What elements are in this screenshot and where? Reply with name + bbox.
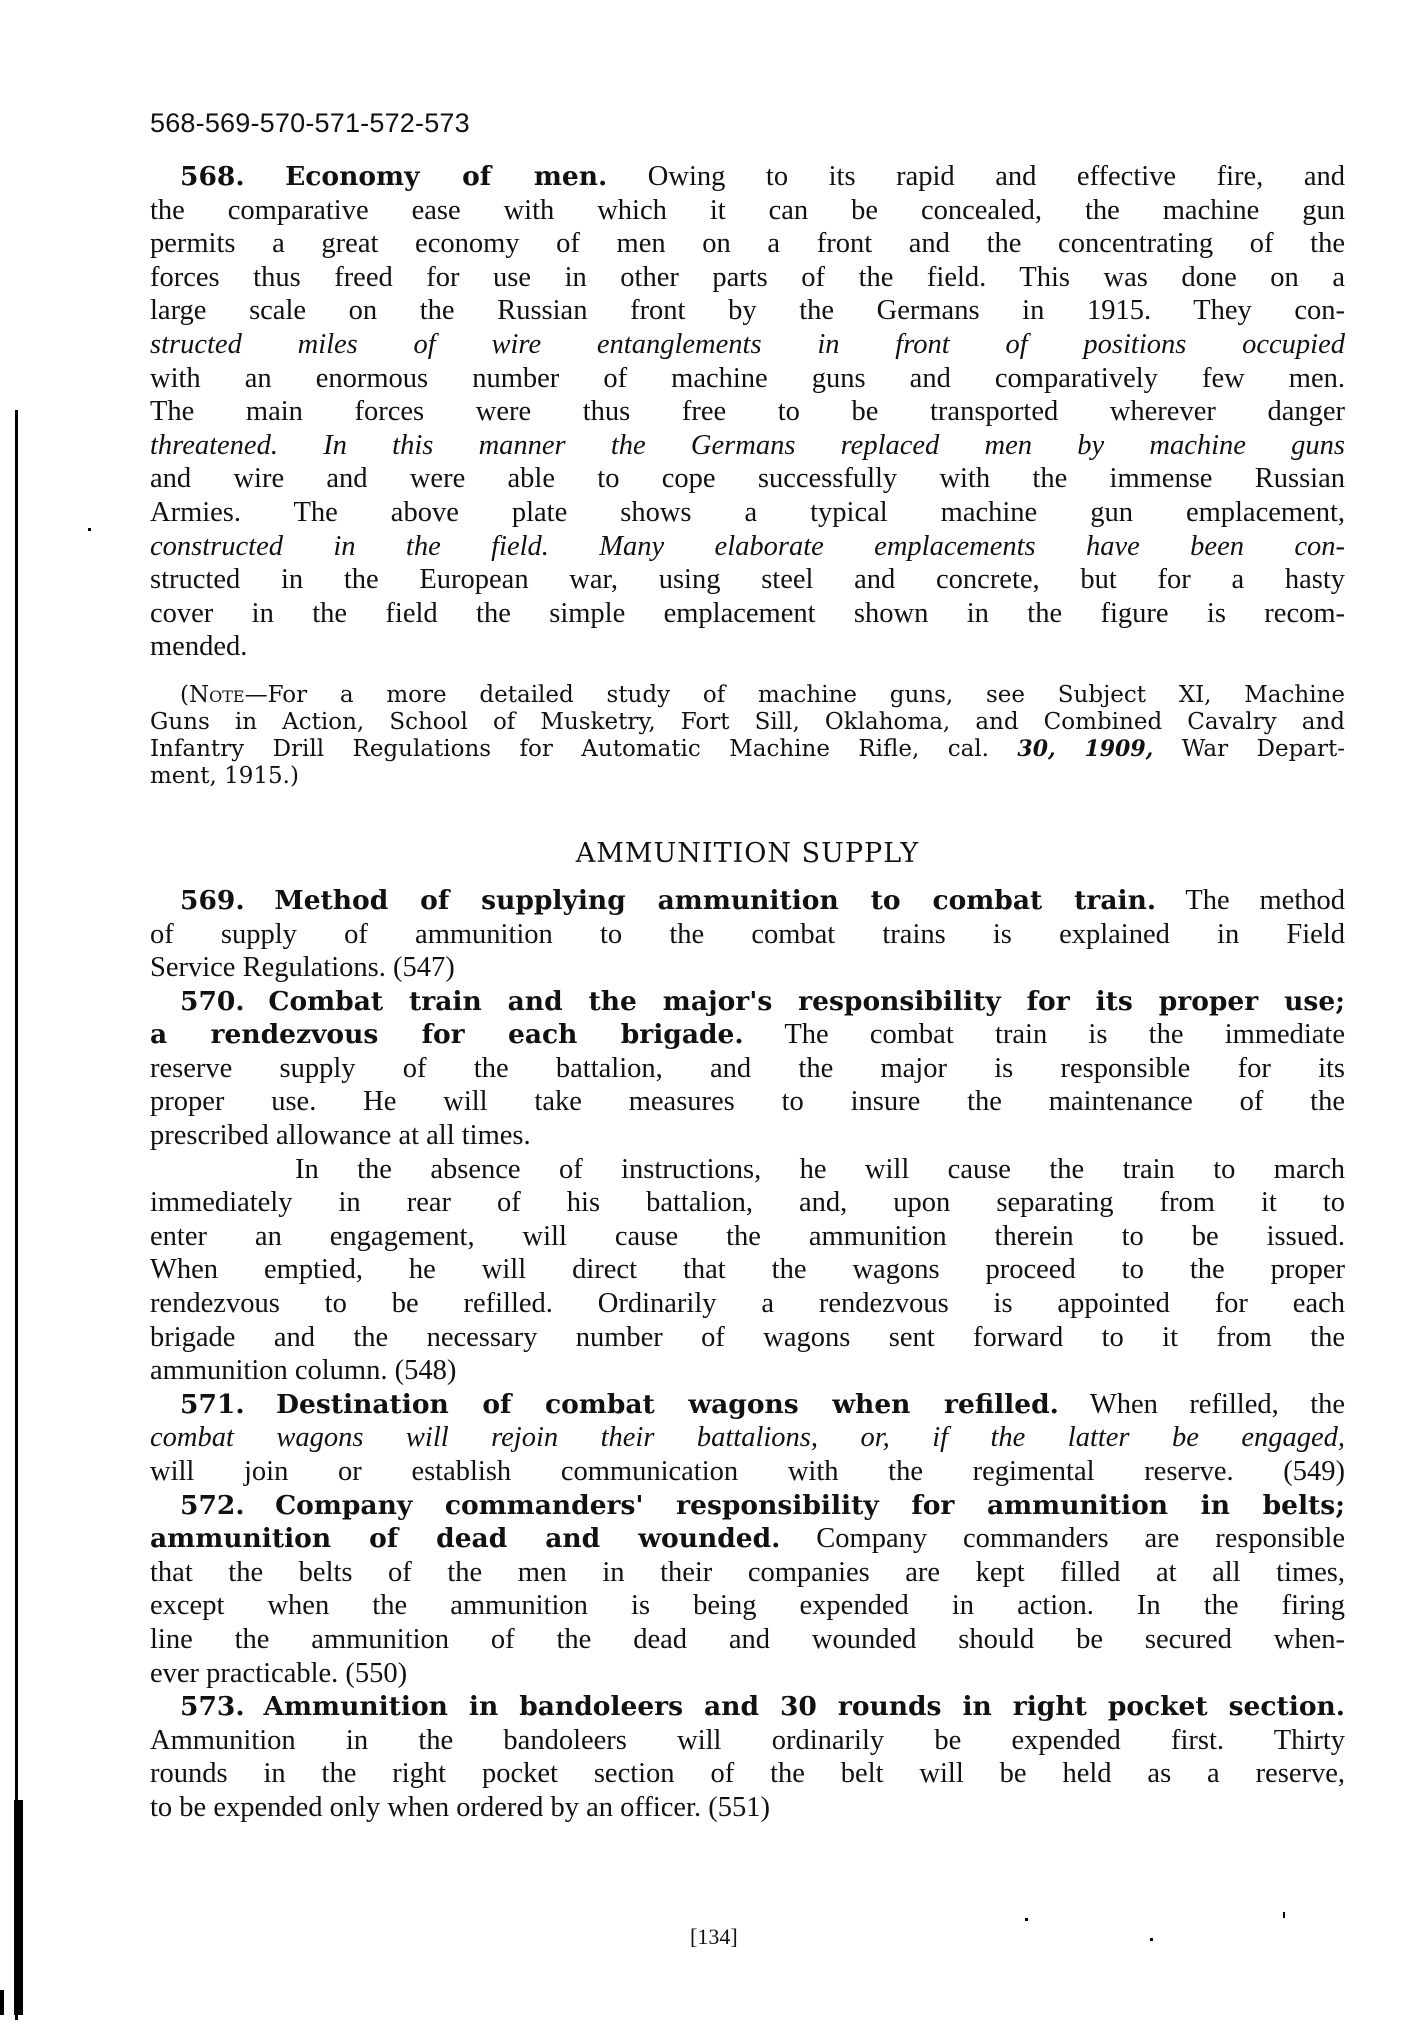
paragraph-number: 569. xyxy=(180,884,245,916)
scan-speck xyxy=(1283,1912,1285,1918)
paragraph-number: 568. xyxy=(180,161,245,192)
page-number: [134] xyxy=(690,1924,738,1949)
paragraph-571 xyxy=(150,1388,1345,1489)
body-line: and wire and were able to cope successfully with the immense Russian xyxy=(150,463,1345,495)
body-line: the comparative ease with which it can be concealed, the machine gun xyxy=(150,194,1345,226)
note-label: Note xyxy=(188,681,245,708)
paragraph-title: Company commanders' responsibility for ammunition in belts; xyxy=(275,1489,1345,1521)
body-text: Many elaborate emplacements have been con- xyxy=(599,530,1346,562)
note-text: Infantry Drill Regulations for Automatic Machine Rifle, cal. xyxy=(150,735,989,762)
body-line: immediately in rear of his battalion, and, upon separating from it to xyxy=(150,1187,1345,1219)
paragraph-title: Ammunition in bandoleers and 30 rounds in right pocket section. xyxy=(263,1691,1345,1723)
scan-speck xyxy=(1150,1938,1153,1941)
scan-binding-edge-stub xyxy=(0,1990,4,2015)
paragraph-title: Destination of combat wagons when refilled. xyxy=(276,1388,1059,1420)
body-line: structed in the European war, using steel and concrete, but for a hasty xyxy=(150,564,1345,596)
body-text: When refilled, the xyxy=(1089,1388,1346,1420)
body-line: will join or establish communication with the regimental reserve. (549) xyxy=(150,1456,1345,1487)
body-line: rounds in the right pocket section of the belt will be held as a reserve, xyxy=(150,1758,1345,1790)
body-line: When emptied, he will direct that the wagons proceed to the proper xyxy=(150,1254,1345,1286)
running-head: 568-569-570-571-572-573 xyxy=(150,108,470,138)
body-line: prescribed allowance at all times. xyxy=(150,1120,531,1152)
body-line: that the belts of the men in their companies are kept filled at all times, xyxy=(150,1556,1345,1588)
body-line: large scale on the Russian front by the Germans in 1915. They con- xyxy=(150,295,1345,327)
body-line: proper use. He will take measures to insure the maintenance of the xyxy=(150,1086,1345,1118)
paragraph-568 xyxy=(150,160,1345,664)
paragraph-title: a rendezvous for each brigade. xyxy=(150,1019,744,1051)
body-line: In the absence of instructions, he will cause the train to march xyxy=(295,1153,1345,1185)
paragraph-572 xyxy=(150,1489,1345,1691)
body-line: Ammunition in the bandoleers will ordinarily be expended first. Thirty xyxy=(150,1724,1345,1756)
paragraph-number: 570. xyxy=(180,985,245,1017)
note-text: War Depart- xyxy=(1181,735,1346,762)
body-line: Service Regulations. (547) xyxy=(150,952,455,984)
paragraph-title: Combat train and the major's responsibility for its proper use; xyxy=(268,985,1345,1017)
body-line: of supply of ammunition to the combat trains is explained in Field xyxy=(150,918,1345,950)
section-heading: AMMUNITION SUPPLY xyxy=(575,837,920,869)
body-line: combat wagons will rejoin their battalions, or, if the latter be engaged, xyxy=(150,1422,1345,1454)
paragraph-570 xyxy=(150,985,1345,1388)
scan-speck xyxy=(1025,1918,1028,1921)
body-line: except when the ammunition is being expended in action. In the firing xyxy=(150,1590,1345,1622)
paragraph-number: 573. xyxy=(180,1691,245,1723)
body-line: enter an engagement, will cause the ammunition therein to be issued. xyxy=(150,1220,1345,1252)
body-line: The main forces were thus free to be transported wherever danger xyxy=(150,396,1345,428)
body-line: forces thus freed for use in other parts of the field. This was done on a xyxy=(150,261,1345,293)
body-text: The method xyxy=(1185,884,1345,916)
paragraph-569 xyxy=(150,884,1345,985)
scan-binding-edge xyxy=(15,410,18,2020)
paragraph-title: Economy of men. xyxy=(285,161,608,192)
note-line: ment, 1915.) xyxy=(150,762,299,789)
footnote: (Note—For a more detailed study of machine guns, see Subject XI, Machine Guns in Action, School of Musketry, Fort Sill, Oklahoma, and Combined Cavalry and Infantry Drill Regulations for Automatic Machine Rifle, cal. 30, 1909, War Depart- ment, 1915.) xyxy=(150,681,1346,789)
body-text: Company commanders are responsible xyxy=(816,1523,1346,1555)
body-line: ammunition column. (548) xyxy=(150,1355,457,1387)
body-text: The combat train is the immediate xyxy=(784,1019,1345,1051)
body-line: reserve supply of the battalion, and the major is responsible for its xyxy=(150,1052,1345,1084)
scan-binding-edge-thick xyxy=(14,1800,23,2015)
paragraph-number: 571. xyxy=(180,1388,245,1420)
body-line: permits a great economy of men on a front and the concentrating of the xyxy=(150,228,1345,260)
body-line: with an enormous number of machine guns and comparatively few men. xyxy=(150,362,1345,394)
paragraph-title: ammunition of dead and wounded. xyxy=(150,1523,781,1555)
paragraph-title: Method of supplying ammunition to combat train. xyxy=(274,884,1157,916)
body-text: constructed in the field. xyxy=(150,530,549,562)
scan-speck xyxy=(88,528,91,531)
body-line: cover in the field the simple emplacement shown in the figure is recom- xyxy=(150,597,1345,629)
note-text: 30, 1909, xyxy=(1017,735,1154,762)
body-text: In this manner the Germans replaced men by machine guns xyxy=(323,429,1345,461)
book-page xyxy=(150,108,1345,1825)
body-text: Owing to its rapid and effective fire, and xyxy=(647,161,1345,192)
note-line: Guns in Action, School of Musketry, Fort Sill, Oklahoma, and Combined Cavalry and xyxy=(150,708,1345,735)
body-line: structed miles of wire entanglements in front of positions occupied xyxy=(150,328,1345,360)
paragraph-number: 572. xyxy=(180,1489,245,1521)
body-line: ever practicable. (550) xyxy=(150,1657,408,1689)
body-line: mended. xyxy=(150,631,248,663)
body-line: Armies. The above plate shows a typical machine gun emplacement, xyxy=(150,496,1345,528)
body-line: to be expended only when ordered by an officer. (551) xyxy=(150,1791,770,1823)
body-line: line the ammunition of the dead and wounded should be secured when- xyxy=(150,1623,1345,1655)
paragraph-573 xyxy=(150,1690,1345,1824)
note-text: —For a more detailed study of machine guns, see Subject XI, Machine xyxy=(244,681,1345,708)
body-line: rendezvous to be refilled. Ordinarily a rendezvous is appointed for each xyxy=(150,1288,1345,1320)
body-text: threatened. xyxy=(150,429,278,461)
body-line: brigade and the necessary number of wagons sent forward to it from the xyxy=(150,1321,1345,1353)
